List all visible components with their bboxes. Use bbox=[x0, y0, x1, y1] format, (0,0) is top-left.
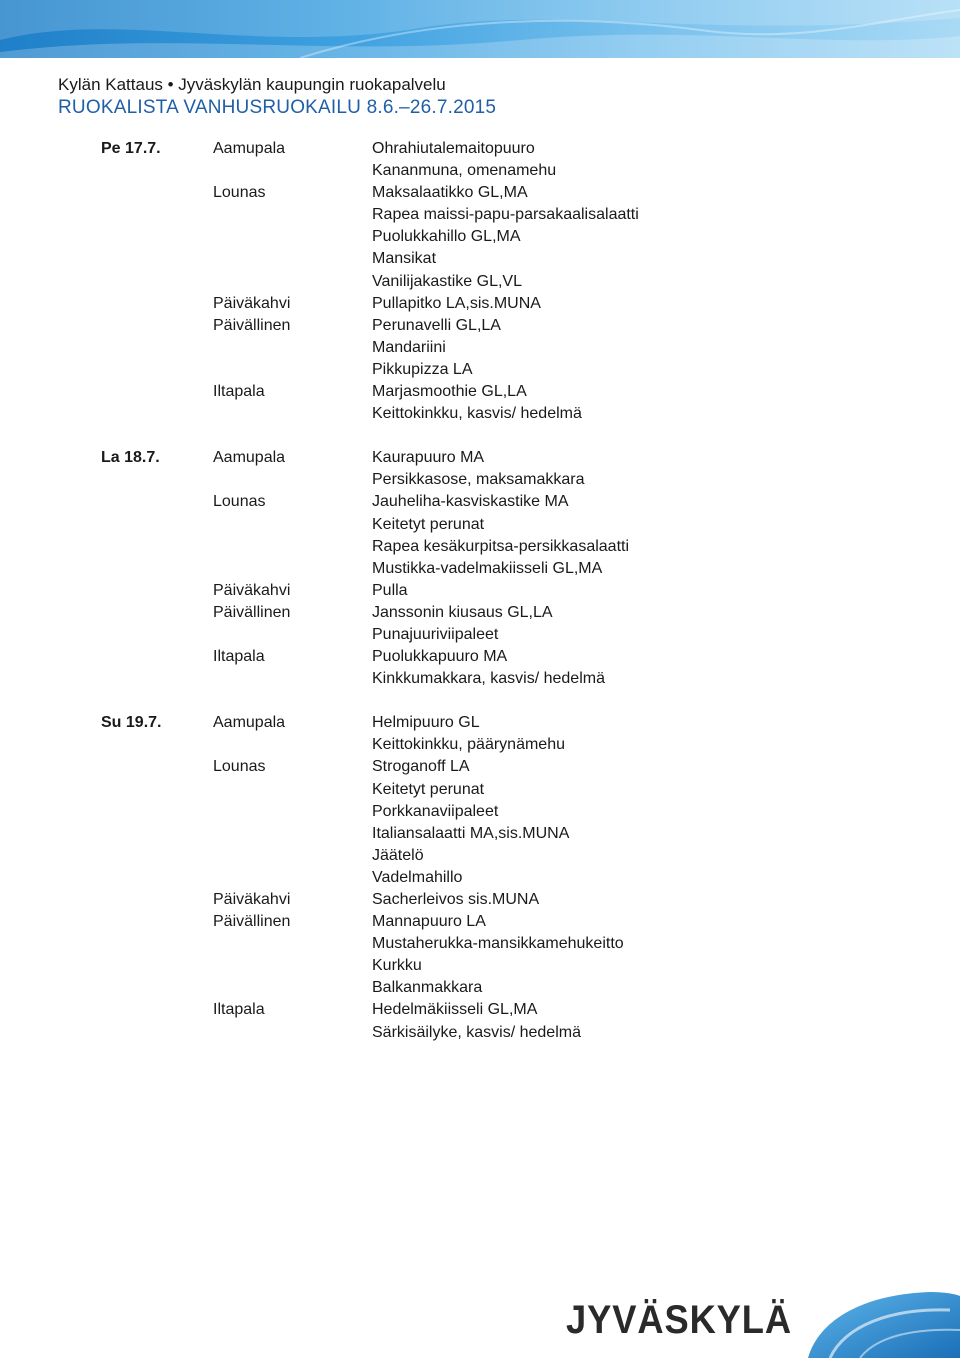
dish-item: Keittokinkku, päärynämehu bbox=[372, 736, 565, 754]
day-label: Su 19.7. bbox=[101, 714, 162, 732]
menu-row bbox=[0, 381, 960, 403]
jyvaskyla-wordmark bbox=[566, 1296, 796, 1338]
menu-row bbox=[0, 955, 960, 977]
menu-row bbox=[0, 580, 960, 602]
dish-item: Mannapuuro LA bbox=[372, 913, 486, 931]
dish-item: Kaurapuuro MA bbox=[372, 449, 485, 467]
menu-row bbox=[0, 779, 960, 801]
meal-label: Iltapala bbox=[213, 648, 265, 666]
dish-item: Ohrahiutalemaitopuuro bbox=[372, 140, 535, 157]
menu-row bbox=[0, 933, 960, 955]
menu-row bbox=[0, 1022, 960, 1044]
meal-label: Päiväkahvi bbox=[213, 891, 291, 908]
dish-item: Särkisäilyke, kasvis/ hedelmä bbox=[372, 1023, 581, 1041]
menu-row bbox=[0, 867, 960, 889]
day-section bbox=[0, 138, 960, 425]
menu-row bbox=[0, 911, 960, 933]
top-banner bbox=[0, 0, 960, 58]
dish-item: Mustaherukka-mansikkamehukeitto bbox=[372, 935, 624, 953]
menu-row bbox=[0, 514, 960, 536]
menu-row bbox=[0, 668, 960, 690]
dish-item: Italiansalaatti MA,sis.MUNA bbox=[372, 824, 570, 842]
menu-row bbox=[0, 293, 960, 315]
day-label: La 18.7. bbox=[101, 449, 160, 467]
dish-item: Balkanmakkara bbox=[372, 979, 483, 997]
day-section bbox=[0, 712, 960, 1043]
dish-item: Porkkanaviipaleet bbox=[372, 802, 499, 820]
dish-item: Sacherleivos sis.MUNA bbox=[372, 891, 540, 908]
menu-row bbox=[0, 182, 960, 204]
menu-row bbox=[0, 801, 960, 823]
blue-wave-banner-icon bbox=[0, 0, 960, 58]
meal-label: Iltapala bbox=[213, 383, 265, 401]
menu-row bbox=[0, 624, 960, 646]
meal-label: Päivällinen bbox=[213, 913, 291, 931]
meal-label: Iltapala bbox=[213, 1001, 265, 1019]
dish-item: Keittokinkku, kasvis/ hedelmä bbox=[372, 405, 582, 423]
dish-item: Vadelmahillo bbox=[372, 868, 463, 886]
dish-item: Stroganoff LA bbox=[372, 758, 470, 776]
dish-item: Keitetyt perunat bbox=[372, 780, 485, 798]
dish-item: Persikkasose, maksamakkara bbox=[372, 471, 585, 489]
dish-item: Janssonin kiusaus GL,LA bbox=[372, 603, 553, 621]
meal-label: Päivällinen bbox=[213, 316, 291, 334]
dish-item: Jäätelö bbox=[372, 846, 424, 864]
meal-label: Päiväkahvi bbox=[213, 581, 291, 599]
menu-row bbox=[0, 602, 960, 624]
dish-item: Mustikka-vadelmakiisseli GL,MA bbox=[372, 559, 603, 577]
dish-item: Kurkku bbox=[372, 957, 422, 975]
dish-item: Perunavelli GL,LA bbox=[372, 316, 501, 334]
menu-row bbox=[0, 359, 960, 381]
dish-item: Kananmuna, omenamehu bbox=[372, 162, 557, 180]
dish-item: Puolukkahillo GL,MA bbox=[372, 228, 521, 246]
meal-label: Päivällinen bbox=[213, 603, 291, 621]
dish-item: Puolukkapuuro MA bbox=[372, 648, 508, 666]
menu-row bbox=[0, 823, 960, 845]
menu-row bbox=[0, 999, 960, 1021]
menu-row bbox=[0, 756, 960, 778]
organization-line: Kylän Kattaus • Jyväskylän kaupungin ruokapalvelu bbox=[58, 75, 446, 94]
dish-item: Mandariini bbox=[372, 338, 446, 356]
menu-row bbox=[0, 226, 960, 248]
meal-label: Lounas bbox=[213, 493, 266, 511]
dish-item: Pullapitko LA,sis.MUNA bbox=[372, 294, 541, 312]
menu-row bbox=[0, 491, 960, 513]
menu-row bbox=[0, 977, 960, 999]
menu-row bbox=[0, 315, 960, 337]
menu-row bbox=[0, 447, 960, 469]
meal-label: Päiväkahvi bbox=[213, 294, 291, 312]
meal-label: Aamupala bbox=[213, 714, 286, 732]
menu-row bbox=[0, 734, 960, 756]
menu-row bbox=[0, 403, 960, 425]
menu-row bbox=[0, 558, 960, 580]
meal-label: Lounas bbox=[213, 758, 266, 776]
dish-item: Keitetyt perunat bbox=[372, 515, 485, 533]
dish-item: Vanilijakastike GL,VL bbox=[372, 272, 522, 290]
menu-row bbox=[0, 204, 960, 226]
dish-item: Rapea kesäkurpitsa-persikkasalaatti bbox=[372, 537, 630, 555]
menu-row bbox=[0, 248, 960, 270]
menu-row bbox=[0, 845, 960, 867]
menu-row bbox=[0, 712, 960, 734]
weekly-menu bbox=[0, 138, 960, 1044]
dish-item: Hedelmäkiisseli GL,MA bbox=[372, 1001, 538, 1019]
menu-title: RUOKALISTA VANHUSRUOKAILU 8.6.–26.7.2015 bbox=[58, 97, 497, 118]
jyvaskyla-swoosh-logo-icon bbox=[800, 1286, 960, 1358]
logo-text: JYVÄSKYLÄ bbox=[566, 1298, 792, 1338]
menu-row bbox=[0, 469, 960, 491]
dish-item: Rapea maissi-papu-parsakaalisalaatti bbox=[372, 206, 639, 224]
menu-row bbox=[0, 646, 960, 668]
dish-item: Mansikat bbox=[372, 250, 437, 268]
menu-row bbox=[0, 138, 960, 160]
menu-row bbox=[0, 160, 960, 182]
meal-label: Lounas bbox=[213, 184, 266, 202]
meal-label: Aamupala bbox=[213, 449, 286, 467]
dish-item: Kinkkumakkara, kasvis/ hedelmä bbox=[372, 670, 605, 688]
menu-row bbox=[0, 889, 960, 911]
dish-item: Pikkupizza LA bbox=[372, 360, 473, 378]
menu-row bbox=[0, 536, 960, 558]
menu-row bbox=[0, 337, 960, 359]
dish-item: Pulla bbox=[372, 581, 408, 599]
dish-item: Maksalaatikko GL,MA bbox=[372, 184, 528, 202]
dish-item: Punajuuriviipaleet bbox=[372, 625, 499, 643]
dish-item: Helmipuuro GL bbox=[372, 714, 480, 732]
day-label: Pe 17.7. bbox=[101, 140, 161, 157]
menu-row bbox=[0, 271, 960, 293]
dish-item: Marjasmoothie GL,LA bbox=[372, 383, 527, 401]
dish-item: Jauheliha-kasviskastike MA bbox=[372, 493, 569, 511]
meal-label: Aamupala bbox=[213, 140, 286, 157]
day-section bbox=[0, 447, 960, 690]
document-header bbox=[58, 74, 496, 120]
